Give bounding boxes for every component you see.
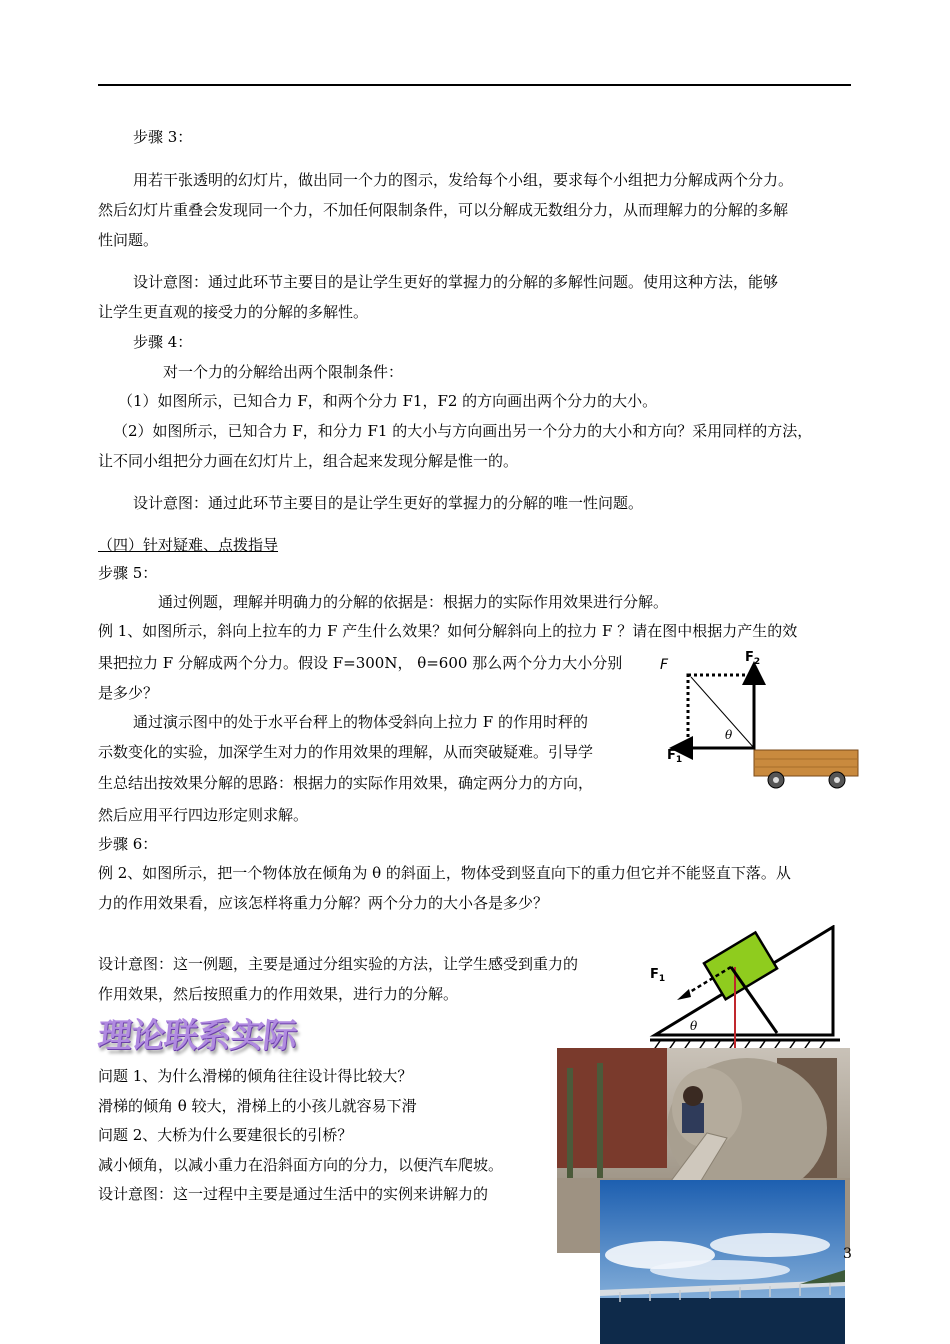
f1-arrowhead xyxy=(677,989,691,1000)
green-block xyxy=(704,932,777,999)
incline-block-diagram xyxy=(645,925,845,1055)
design-intent-4: 设计意图：这一过程中主要是通过生活中的实例来讲解力的 xyxy=(98,1185,489,1203)
label-F2: $F_2$ xyxy=(745,650,761,667)
step4-item-1: （1）如图所示，已知合力 F，和两个分力 F1，F2 的方向画出两个分力的大小。 xyxy=(118,392,658,410)
step4-intro: 对一个力的分解给出两个限制条件： xyxy=(163,363,404,381)
label-F: F xyxy=(660,657,669,673)
wheel-hub xyxy=(773,777,779,783)
page-number: 3 xyxy=(843,1246,852,1262)
step4-title: 步骤 4： xyxy=(133,333,193,351)
answer-1: 滑梯的倾角 θ 较大，滑梯上的小孩儿就容易下滑 xyxy=(98,1097,417,1115)
step3-paragraph-line1: 用若干张透明的幻灯片，做出同一个力的图示，发给每个小组，要求每个小组把力分解成两个分力。 xyxy=(133,171,794,189)
demo-paragraph-line4: 然后应用平行四边形定则求解。 xyxy=(98,806,309,824)
step6-title: 步骤 6： xyxy=(98,835,158,853)
step3-title: 步骤 3： xyxy=(133,128,193,146)
cart-force-diagram xyxy=(655,647,865,795)
cart-body xyxy=(754,750,858,776)
question-2: 问题 2、大桥为什么要建很长的引桥？ xyxy=(98,1126,353,1144)
example2-line2: 力的作用效果看，应该怎样将重力分解？两个分力的大小各是多少？ xyxy=(98,894,549,912)
wheel-hub xyxy=(834,777,840,783)
wordart-heading: 理论联系实际 xyxy=(95,1016,299,1056)
resultant-line xyxy=(691,677,754,748)
example2-line1: 例 2、如图所示，把一个物体放在倾角为 θ 的斜面上，物体受到竖直向下的重力但它并不能竖直下落。从 xyxy=(98,864,791,882)
step3-paragraph-line3: 性问题。 xyxy=(98,231,159,249)
step4-item-2-line1: （2）如图所示，已知合力 F，和分力 F1 的大小与方向画出另一个分力的大小和方向？采用同样的方法， xyxy=(113,422,813,440)
label-theta: θ xyxy=(725,728,733,742)
example1-line3: 是多少？ xyxy=(98,684,159,702)
bridge-photo xyxy=(600,1180,845,1344)
section-heading-4: （四）针对疑难、点拨指导 xyxy=(98,536,279,554)
header-rule xyxy=(98,84,851,86)
example1-line1: 例 1、如图所示，斜向上拉车的力 F 产生什么效果？如何分解斜向上的拉力 F ？请在图中根据力产生的效 xyxy=(98,622,798,640)
label-F1: $F_1$ xyxy=(650,967,666,984)
label-theta: θ xyxy=(690,1019,698,1033)
demo-paragraph-line2: 示数变化的实验，加深学生对力的作用效果的理解，从而突破疑难。引导学 xyxy=(98,743,594,761)
design-intent-2: 设计意图：通过此环节主要目的是让学生更好的掌握力的分解的唯一性问题。 xyxy=(133,494,644,512)
design-intent-3-line1: 设计意图：这一例题，主要是通过分组实验的方法，让学生感受到重力的 xyxy=(98,955,579,973)
label-F1: $F_1$ xyxy=(667,748,683,765)
block-group xyxy=(704,932,777,999)
example1-line2: 果把拉力 F 分解成两个分力。假设 F=300N， θ=600 那么两个分力大小分别 xyxy=(98,654,623,672)
step5-title: 步骤 5： xyxy=(98,564,158,582)
design-intent-3-line2: 作用效果，然后按照重力的作用效果，进行力的分解。 xyxy=(98,985,459,1003)
step3-paragraph-line2: 然后幻灯片重叠会发现同一个力，不加任何限制条件，可以分解成无数组分力，从而理解力的分解的多解 xyxy=(98,201,789,219)
demo-paragraph-line3: 生总结出按效果分解的思路：根据力的实际作用效果，确定两分力的方向， xyxy=(98,774,594,792)
design-intent-1-line1: 设计意图：通过此环节主要目的是让学生更好的掌握力的分解的多解性问题。使用这种方法，能够 xyxy=(133,273,779,291)
question-1: 问题 1、为什么滑梯的倾角往往设计得比较大？ xyxy=(98,1067,413,1085)
demo-paragraph-line1: 通过演示图中的处于水平台秤上的物体受斜向上拉力 F 的作用时秤的 xyxy=(133,713,588,731)
answer-2: 减小倾角，以减小重力在沿斜面方向的分力，以便汽车爬坡。 xyxy=(98,1156,504,1174)
design-intent-1-line2: 让学生更直观的接受力的分解的多解性。 xyxy=(98,303,369,321)
step4-item-2-line2: 让不同小组把分力画在幻灯片上，组合起来发现分解是惟一的。 xyxy=(98,452,519,470)
step5-intro: 通过例题，理解并明确力的分解的依据是：根据力的实际作用效果进行分解。 xyxy=(158,593,669,611)
